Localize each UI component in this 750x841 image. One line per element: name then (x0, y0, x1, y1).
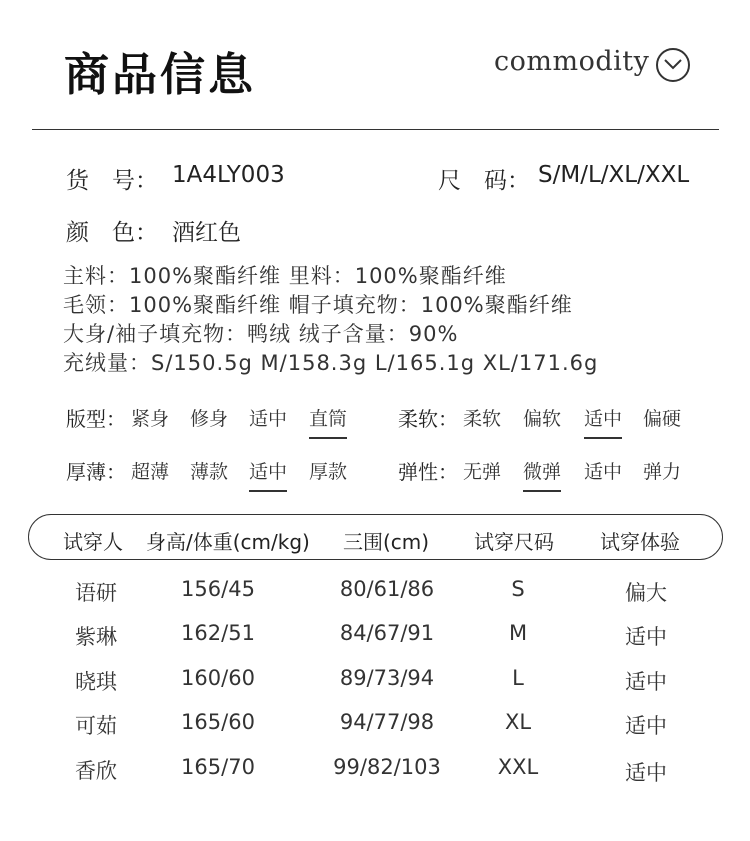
table-header-cell: 身高/体重(cm/kg) (146, 530, 310, 554)
table-cell: 162/51 (181, 621, 255, 645)
size-label: 尺 码： (438, 168, 530, 194)
table-header-cell: 试穿人 (63, 530, 123, 554)
table-header-cell: 试穿尺码 (474, 530, 554, 554)
fit-type-label: 版型： (66, 407, 126, 431)
spec-line: 充绒量：S/150.5g M/158.3g L/165.1g XL/171.6g (63, 351, 599, 375)
table-cell: 80/61/86 (339, 577, 435, 601)
table-cell: M (508, 621, 528, 645)
spec-line: 毛领：100%聚酯纤维 帽子填充物：100%聚酯纤维 (63, 293, 573, 317)
elasticity-option-selected: 微弹 (523, 457, 561, 492)
softness-option: 柔软 (463, 408, 502, 430)
table-cell: 89/73/94 (339, 666, 435, 690)
fit-option: 紧身 (131, 408, 170, 430)
table-header-cell: 试穿体验 (600, 530, 680, 554)
softness-label: 柔软： (398, 407, 458, 431)
header-divider (32, 129, 719, 130)
thickness-option-selected: 适中 (249, 457, 287, 492)
table-cell: 165/60 (181, 710, 255, 734)
page-subtitle: commodity (494, 46, 650, 77)
table-cell: S (511, 577, 525, 601)
table-cell: 160/60 (181, 666, 255, 690)
thickness-option: 厚款 (309, 461, 348, 483)
item-no-value: 1A4LY003 (172, 162, 285, 188)
table-cell: 156/45 (181, 577, 255, 601)
softness-option: 偏软 (523, 408, 562, 430)
fit-option: 修身 (190, 408, 229, 430)
fit-option-selected: 直筒 (309, 404, 347, 439)
table-cell: 语研 (75, 581, 117, 605)
table-cell: 适中 (625, 670, 667, 694)
color-label: 颜 色： (66, 220, 158, 246)
table-header-cell: 三围(cm) (343, 530, 430, 554)
elasticity-label: 弹性： (398, 460, 458, 484)
table-cell: 165/70 (181, 755, 255, 779)
elasticity-option: 适中 (584, 461, 623, 483)
table-cell: 适中 (625, 714, 667, 738)
thickness-option: 超薄 (131, 461, 170, 483)
table-cell: XL (504, 710, 532, 734)
chevron-down-icon[interactable] (656, 48, 690, 82)
item-no-label: 货 号： (66, 168, 158, 194)
spec-line: 主料：100%聚酯纤维 里料：100%聚酯纤维 (63, 264, 507, 288)
table-cell: 94/77/98 (339, 710, 435, 734)
table-cell: 晓琪 (75, 670, 117, 694)
table-cell: 99/82/103 (333, 755, 441, 779)
softness-option: 偏硬 (643, 408, 682, 430)
elasticity-option: 弹力 (643, 461, 682, 483)
table-cell: L (512, 666, 524, 690)
table-cell: 偏大 (625, 581, 667, 605)
page-title: 商品信息 (64, 48, 257, 101)
fit-option: 适中 (249, 408, 288, 430)
table-cell: 适中 (625, 761, 667, 785)
table-cell: 适中 (625, 625, 667, 649)
spec-line: 大身/袖子填充物：鸭绒 绒子含量：90% (63, 322, 459, 346)
table-cell: 84/67/91 (339, 621, 435, 645)
thickness-label: 厚薄： (66, 460, 126, 484)
elasticity-option: 无弹 (463, 461, 502, 483)
table-cell: 可茹 (75, 714, 117, 738)
color-value: 酒红色 (172, 220, 241, 246)
thickness-option: 薄款 (190, 461, 229, 483)
table-cell: 香欣 (75, 759, 117, 783)
table-cell: XXL (497, 755, 539, 779)
table-cell: 紫琳 (75, 625, 117, 649)
size-value: S/M/L/XL/XXL (538, 162, 690, 188)
softness-option-selected: 适中 (584, 404, 622, 439)
